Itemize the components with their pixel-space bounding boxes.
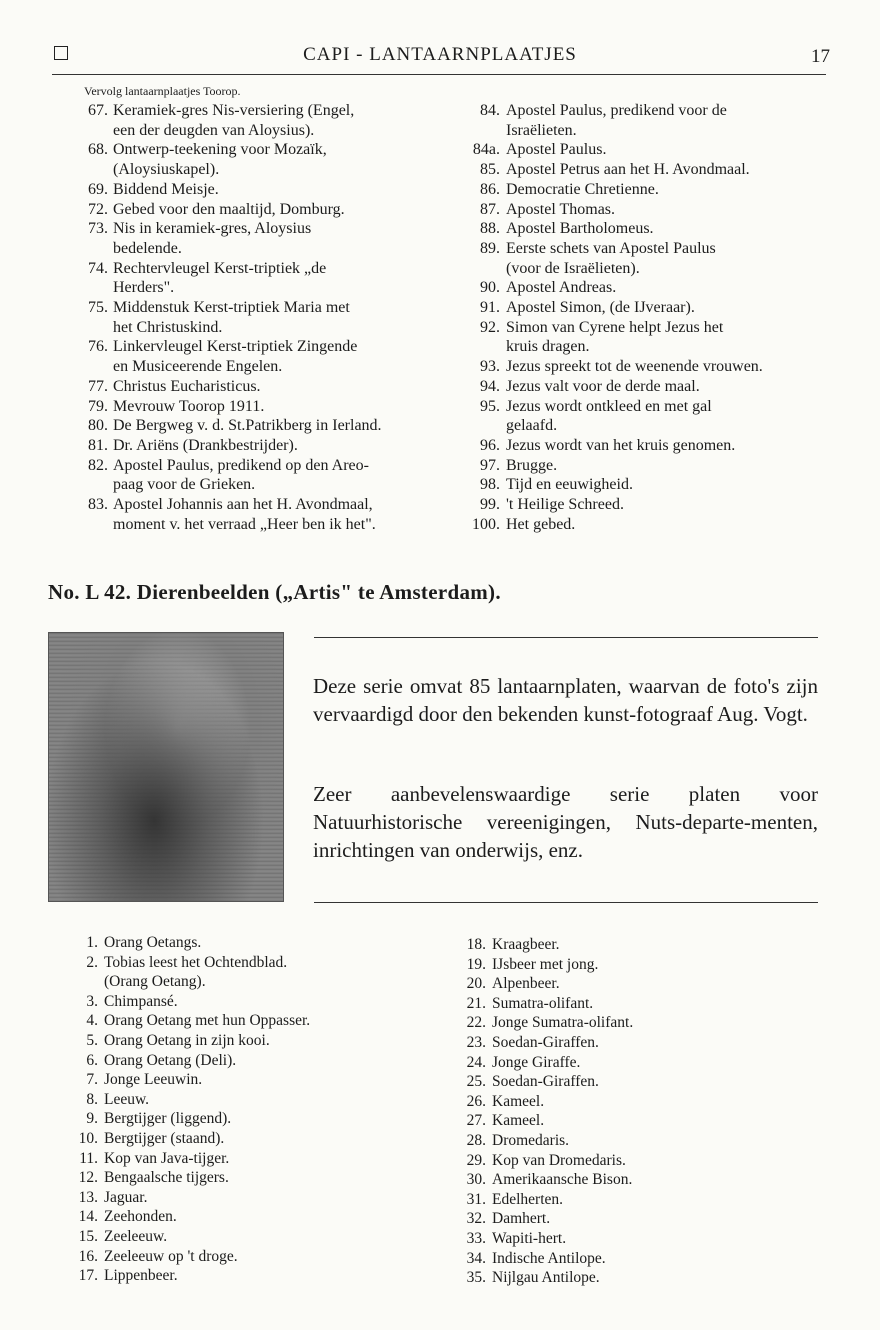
- item-text: [113, 200, 450, 220]
- item-continuation: kruis dragen.: [506, 338, 590, 356]
- item-number: 92.: [480, 318, 500, 336]
- item-text: [492, 1111, 834, 1131]
- item-line: Apostel Johannis aan het H. Avondmaal,: [113, 496, 373, 514]
- item-number: 2.: [86, 953, 98, 971]
- item-text: [104, 1188, 444, 1208]
- list-item: [64, 1011, 444, 1031]
- list-item: [70, 377, 450, 397]
- item-continuation: Israëlieten.: [506, 121, 577, 139]
- item-number: 86.: [480, 180, 500, 198]
- item-text: [506, 298, 830, 318]
- item-line: Jezus wordt ontkleed en met gal: [506, 397, 712, 415]
- item-text: [113, 456, 450, 495]
- item-number: 18.: [466, 936, 486, 953]
- section-rule-top: [314, 637, 818, 638]
- animal-photo: [48, 632, 284, 902]
- item-line: Nis in keramiek-gres, Aloysius: [113, 220, 312, 238]
- header-square-mark: [54, 46, 68, 60]
- item-text: [506, 160, 830, 180]
- list-item: [460, 318, 830, 357]
- item-text: [492, 1072, 834, 1092]
- item-text: [506, 200, 830, 220]
- list-item: [460, 377, 830, 397]
- item-number: 31.: [466, 1190, 486, 1208]
- item-continuation: paag voor de Grieken.: [113, 476, 256, 494]
- item-number: 84.: [480, 102, 500, 119]
- item-line: Jezus spreekt tot de weenende vrouwen.: [506, 358, 763, 376]
- item-number: 81.: [88, 436, 108, 454]
- list-item: [70, 436, 450, 456]
- item-text: [113, 377, 450, 397]
- item-line: Jezus wordt van het kruis genomen.: [506, 436, 736, 454]
- item-number: 27.: [466, 1112, 486, 1130]
- list-item: [70, 259, 450, 298]
- list-item: [444, 1053, 834, 1073]
- item-continuation: een der deugden van Aloysius).: [113, 121, 315, 139]
- item-number: 22.: [466, 1014, 486, 1032]
- list-item: [70, 337, 450, 376]
- item-line: Brugge.: [506, 456, 558, 474]
- item-line: Apostel Simon, (de IJveraar).: [506, 299, 695, 317]
- item-text: [113, 436, 450, 456]
- list-item: [64, 1207, 444, 1227]
- list-item: [70, 456, 450, 495]
- item-line: Zeehonden.: [104, 1208, 177, 1226]
- item-text: [492, 994, 834, 1014]
- item-number: 10.: [78, 1129, 98, 1147]
- item-continuation: bedelende.: [113, 239, 182, 257]
- item-number: 13.: [78, 1188, 98, 1206]
- list-item: [444, 955, 834, 975]
- item-text: [104, 1149, 444, 1169]
- item-line: Soedan-Giraffen.: [492, 1073, 599, 1091]
- list-item: [64, 1247, 444, 1267]
- item-number: 19.: [466, 955, 486, 973]
- item-text: [492, 1131, 834, 1151]
- item-line: Dr. Ariëns (Drankbestrijder).: [113, 436, 298, 454]
- item-continuation: en Musiceerende Engelen.: [113, 358, 283, 376]
- item-number: 28.: [466, 1131, 486, 1149]
- item-number: 9.: [86, 1110, 98, 1128]
- item-text: [113, 140, 450, 179]
- list-item: [64, 933, 444, 953]
- list-item: [444, 1111, 834, 1131]
- item-line: Wapiti-hert.: [492, 1229, 567, 1247]
- item-text: [104, 1247, 444, 1267]
- item-number: 35.: [466, 1269, 486, 1287]
- item-line: Orang Oetangs.: [104, 934, 202, 951]
- item-line: Apostel Paulus.: [506, 141, 607, 159]
- item-text: [104, 1168, 444, 1188]
- item-number: 14.: [78, 1208, 98, 1226]
- item-line: Chimpansé.: [104, 992, 178, 1010]
- item-number: 94.: [480, 377, 500, 395]
- list-item: [444, 1033, 834, 1053]
- list-item: [444, 974, 834, 994]
- item-number: 99.: [480, 496, 500, 514]
- item-text: [492, 1229, 834, 1249]
- list-item: [444, 1268, 834, 1288]
- item-number: 29.: [466, 1151, 486, 1169]
- item-text: [492, 1151, 834, 1171]
- item-text: [506, 436, 830, 456]
- item-line: Zeeleeuw.: [104, 1227, 168, 1245]
- item-line: Soedan-Giraffen.: [492, 1033, 599, 1051]
- item-number: 75.: [88, 299, 108, 317]
- toorop-list-left: [70, 101, 450, 534]
- item-text: [113, 101, 450, 140]
- item-line: Christus Eucharisticus.: [113, 377, 261, 395]
- animal-list-left: [64, 933, 444, 1286]
- item-number: 87.: [480, 200, 500, 218]
- list-item: [70, 397, 450, 417]
- item-number: 6.: [86, 1051, 98, 1069]
- item-line: Edelherten.: [492, 1190, 564, 1208]
- item-text: [492, 1268, 834, 1288]
- item-line: Bengaalsche tijgers.: [104, 1169, 229, 1187]
- item-line: Dromedaris.: [492, 1131, 570, 1149]
- item-text: [506, 180, 830, 200]
- list-item: [64, 1109, 444, 1129]
- list-item: [64, 1188, 444, 1208]
- item-line: Jezus valt voor de derde maal.: [506, 377, 700, 395]
- item-text: [492, 1170, 834, 1190]
- item-line: Apostel Bartholomeus.: [506, 220, 654, 238]
- item-line: Leeuw.: [104, 1090, 150, 1108]
- list-item: [460, 298, 830, 318]
- item-line: Tobias leest het Ochtendblad.: [104, 953, 288, 971]
- list-item: [70, 180, 450, 200]
- page-number: 17: [811, 46, 830, 67]
- list-item: [70, 298, 450, 337]
- item-continuation: moment v. het verraad „Heer ben ik het".: [113, 515, 376, 533]
- item-line: Ontwerp-teekening voor Mozaïk,: [113, 141, 327, 159]
- item-number: 88.: [480, 220, 500, 238]
- item-text: [104, 1090, 444, 1110]
- item-continuation: (voor de Israëlieten).: [506, 259, 640, 277]
- item-number: 74.: [88, 259, 108, 277]
- list-item: [444, 1229, 834, 1249]
- item-continuation: gelaafd.: [506, 417, 558, 435]
- item-number: 97.: [480, 456, 500, 474]
- list-item: [460, 239, 830, 278]
- item-line: Kop van Dromedaris.: [492, 1151, 626, 1169]
- item-number: 73.: [88, 220, 108, 238]
- list-item: [444, 1092, 834, 1112]
- item-line: Democratie Chretienne.: [506, 180, 659, 198]
- item-text: [492, 955, 834, 975]
- header-rule: [52, 74, 826, 75]
- list-item: [444, 1249, 834, 1269]
- list-item: [460, 397, 830, 436]
- item-number: 83.: [88, 496, 108, 514]
- item-number: 91.: [480, 299, 500, 317]
- item-number: 4.: [86, 1012, 98, 1030]
- item-line: Eerste schets van Apostel Paulus: [506, 239, 716, 257]
- item-line: Gebed voor den maaltijd, Domburg.: [113, 200, 345, 218]
- item-line: Middenstuk Kerst-triptiek Maria met: [113, 299, 350, 317]
- item-line: Simon van Cyrene helpt Jezus het: [506, 318, 724, 336]
- list-item: [460, 495, 830, 515]
- item-line: Alpenbeer.: [492, 975, 560, 993]
- item-text: [113, 219, 450, 258]
- animal-list-right: [444, 935, 834, 1288]
- item-text: [506, 515, 830, 535]
- item-text: [492, 935, 834, 955]
- item-continuation: (Orang Oetang).: [104, 973, 206, 991]
- item-line: 't Heilige Schreed.: [506, 496, 624, 514]
- list-item: [64, 992, 444, 1012]
- item-line: Amerikaansche Bison.: [492, 1171, 633, 1189]
- item-text: [113, 416, 450, 436]
- item-number: 7.: [86, 1071, 98, 1089]
- item-line: Kameel.: [492, 1112, 545, 1130]
- item-text: [506, 140, 830, 160]
- list-item: [460, 278, 830, 298]
- list-item: [64, 1031, 444, 1051]
- item-number: 3.: [86, 992, 98, 1010]
- list-item: [444, 994, 834, 1014]
- list-item: [70, 495, 450, 534]
- item-number: 90.: [480, 279, 500, 297]
- list-item: [444, 1072, 834, 1092]
- item-number: 96.: [480, 436, 500, 454]
- item-text: [506, 219, 830, 239]
- item-line: Sumatra-olifant.: [492, 994, 594, 1012]
- item-number: 34.: [466, 1249, 486, 1267]
- list-item: [64, 953, 444, 992]
- item-line: Jonge Sumatra-olifant.: [492, 1014, 634, 1032]
- item-number: 68.: [88, 141, 108, 159]
- item-text: [104, 1109, 444, 1129]
- item-text: [113, 495, 450, 534]
- list-item: [70, 200, 450, 220]
- item-number: 25.: [466, 1073, 486, 1091]
- item-line: De Bergweg v. d. St.Patrikberg in Ierland.: [113, 417, 382, 435]
- item-number: 95.: [480, 397, 500, 415]
- item-text: [104, 1051, 444, 1071]
- item-number: 67.: [88, 102, 108, 119]
- item-number: 80.: [88, 417, 108, 435]
- list-item: [70, 416, 450, 436]
- item-text: [506, 278, 830, 298]
- list-item: [64, 1090, 444, 1110]
- item-text: [113, 397, 450, 417]
- item-text: [506, 456, 830, 476]
- item-number: 76.: [88, 338, 108, 356]
- item-line: Nijlgau Antilope.: [492, 1269, 600, 1287]
- item-number: 32.: [466, 1210, 486, 1228]
- item-number: 30.: [466, 1171, 486, 1189]
- item-line: Kop van Java-tijger.: [104, 1149, 230, 1167]
- item-line: Tijd en eeuwigheid.: [506, 476, 633, 494]
- list-item: [460, 160, 830, 180]
- item-line: Orang Oetang (Deli).: [104, 1051, 237, 1069]
- item-line: Zeeleeuw op 't droge.: [104, 1247, 238, 1265]
- item-line: Apostel Andreas.: [506, 279, 617, 297]
- item-line: Het gebed.: [506, 515, 576, 533]
- item-text: [506, 101, 830, 140]
- item-number: 100.: [472, 515, 500, 533]
- item-text: [104, 992, 444, 1012]
- item-text: [506, 475, 830, 495]
- item-number: 69.: [88, 180, 108, 198]
- item-number: 84a.: [472, 141, 500, 159]
- list-item: [460, 140, 830, 160]
- item-line: Jonge Giraffe.: [492, 1053, 581, 1071]
- item-number: 85.: [480, 161, 500, 179]
- list-item: [64, 1129, 444, 1149]
- item-line: Orang Oetang in zijn kooi.: [104, 1031, 270, 1049]
- list-item: [444, 1209, 834, 1229]
- item-text: [104, 1266, 444, 1286]
- section-title: No. L 42. Dierenbeelden („Artis" te Amsterdam).: [48, 580, 501, 604]
- item-line: Biddend Meisje.: [113, 180, 219, 198]
- item-text: [104, 1070, 444, 1090]
- item-line: Keramiek-gres Nis-versiering (Engel,: [113, 102, 355, 119]
- item-line: Linkervleugel Kerst-triptiek Zingende: [113, 338, 358, 356]
- item-number: 24.: [466, 1053, 486, 1071]
- list-item: [444, 1131, 834, 1151]
- item-text: [104, 1207, 444, 1227]
- series-description: Deze serie omvat 85 lantaarnplaten, waarvan de foto's zijn vervaardigd door den bekenden kunst-fotograaf Aug. Vogt.: [313, 674, 818, 726]
- item-line: Damhert.: [492, 1210, 551, 1228]
- item-text: [506, 357, 830, 377]
- item-number: 77.: [88, 377, 108, 395]
- item-number: 5.: [86, 1031, 98, 1049]
- list-item: [64, 1266, 444, 1286]
- list-item: [444, 1170, 834, 1190]
- item-text: [506, 495, 830, 515]
- list-item: [64, 1149, 444, 1169]
- item-line: Kameel.: [492, 1092, 545, 1110]
- item-continuation: het Christuskind.: [113, 318, 223, 336]
- list-item: [460, 180, 830, 200]
- item-text: [104, 933, 444, 953]
- item-number: 26.: [466, 1092, 486, 1110]
- item-text: [104, 1227, 444, 1247]
- list-item: [444, 1190, 834, 1210]
- list-item: [64, 1070, 444, 1090]
- item-continuation: Herders".: [113, 279, 175, 297]
- item-text: [506, 377, 830, 397]
- list-item: [444, 1013, 834, 1033]
- item-text: [492, 1249, 834, 1269]
- item-number: 79.: [88, 397, 108, 415]
- list-item: [460, 219, 830, 239]
- list-item: [460, 436, 830, 456]
- item-number: 8.: [86, 1090, 98, 1108]
- item-text: [104, 1031, 444, 1051]
- list-item: [70, 140, 450, 179]
- list-item: [70, 101, 450, 140]
- item-text: [113, 259, 450, 298]
- item-text: [506, 397, 830, 436]
- item-line: Mevrouw Toorop 1911.: [113, 397, 265, 415]
- item-number: 11.: [79, 1149, 98, 1167]
- list-item: [444, 1151, 834, 1171]
- item-line: Jonge Leeuwin.: [104, 1071, 203, 1089]
- item-text: [492, 1013, 834, 1033]
- item-line: Apostel Paulus, predikend op den Areo-: [113, 456, 369, 474]
- item-text: [104, 1129, 444, 1149]
- item-number: 21.: [466, 994, 486, 1012]
- item-line: Bergtijger (liggend).: [104, 1110, 232, 1128]
- list-item: [460, 357, 830, 377]
- list-item: [460, 101, 830, 140]
- item-line: Orang Oetang met hun Oppasser.: [104, 1012, 311, 1030]
- item-number: 20.: [466, 975, 486, 993]
- list-item: [444, 935, 834, 955]
- item-text: [506, 239, 830, 278]
- list-item: [64, 1227, 444, 1247]
- list-item: [460, 200, 830, 220]
- toorop-list-right: [460, 101, 830, 534]
- item-number: 72.: [88, 200, 108, 218]
- item-text: [492, 1053, 834, 1073]
- list-item: [460, 456, 830, 476]
- item-number: 15.: [78, 1227, 98, 1245]
- item-number: 17.: [78, 1267, 98, 1285]
- list-item: [64, 1051, 444, 1071]
- item-number: 33.: [466, 1229, 486, 1247]
- item-number: 89.: [480, 239, 500, 257]
- item-number: 12.: [78, 1169, 98, 1187]
- item-line: Apostel Thomas.: [506, 200, 616, 218]
- item-number: 82.: [88, 456, 108, 474]
- continuation-note: Vervolg lantaarnplaatjes Toorop.: [84, 84, 241, 98]
- list-item: [460, 515, 830, 535]
- item-text: [506, 318, 830, 357]
- item-text: [492, 1033, 834, 1053]
- item-text: [104, 953, 444, 992]
- item-number: 93.: [480, 358, 500, 376]
- item-line: IJsbeer met jong.: [492, 955, 599, 973]
- item-line: Apostel Paulus, predikend voor de: [506, 102, 727, 119]
- running-header-title: CAPI - LANTAARNPLAATJES: [303, 44, 577, 65]
- item-text: [104, 1011, 444, 1031]
- item-text: [113, 298, 450, 337]
- item-line: Rechtervleugel Kerst-triptiek „de: [113, 259, 327, 277]
- item-line: Bergtijger (staand).: [104, 1129, 225, 1147]
- item-number: 1.: [86, 934, 98, 951]
- item-line: Jaguar.: [104, 1188, 148, 1206]
- item-text: [492, 1092, 834, 1112]
- item-number: 98.: [480, 476, 500, 494]
- item-line: Lippenbeer.: [104, 1267, 178, 1285]
- series-recommendation: Zeer aanbevelenswaardige serie platen voor Natuurhistorische vereenigingen, Nuts-departe-menten, inrichtingen van onderwijs, enz.: [313, 782, 818, 862]
- item-line: Indische Antilope.: [492, 1249, 606, 1267]
- item-line: Apostel Petrus aan het H. Avondmaal.: [506, 161, 750, 179]
- item-text: [113, 180, 450, 200]
- list-item: [70, 219, 450, 258]
- list-item: [460, 475, 830, 495]
- section-rule-bottom: [314, 902, 818, 903]
- item-continuation: (Aloysiuskapel).: [113, 161, 220, 179]
- item-text: [113, 337, 450, 376]
- item-number: 16.: [78, 1247, 98, 1265]
- item-text: [492, 1209, 834, 1229]
- list-item: [64, 1168, 444, 1188]
- item-text: [492, 1190, 834, 1210]
- item-line: Kraagbeer.: [492, 936, 560, 953]
- item-number: 23.: [466, 1033, 486, 1051]
- item-text: [492, 974, 834, 994]
